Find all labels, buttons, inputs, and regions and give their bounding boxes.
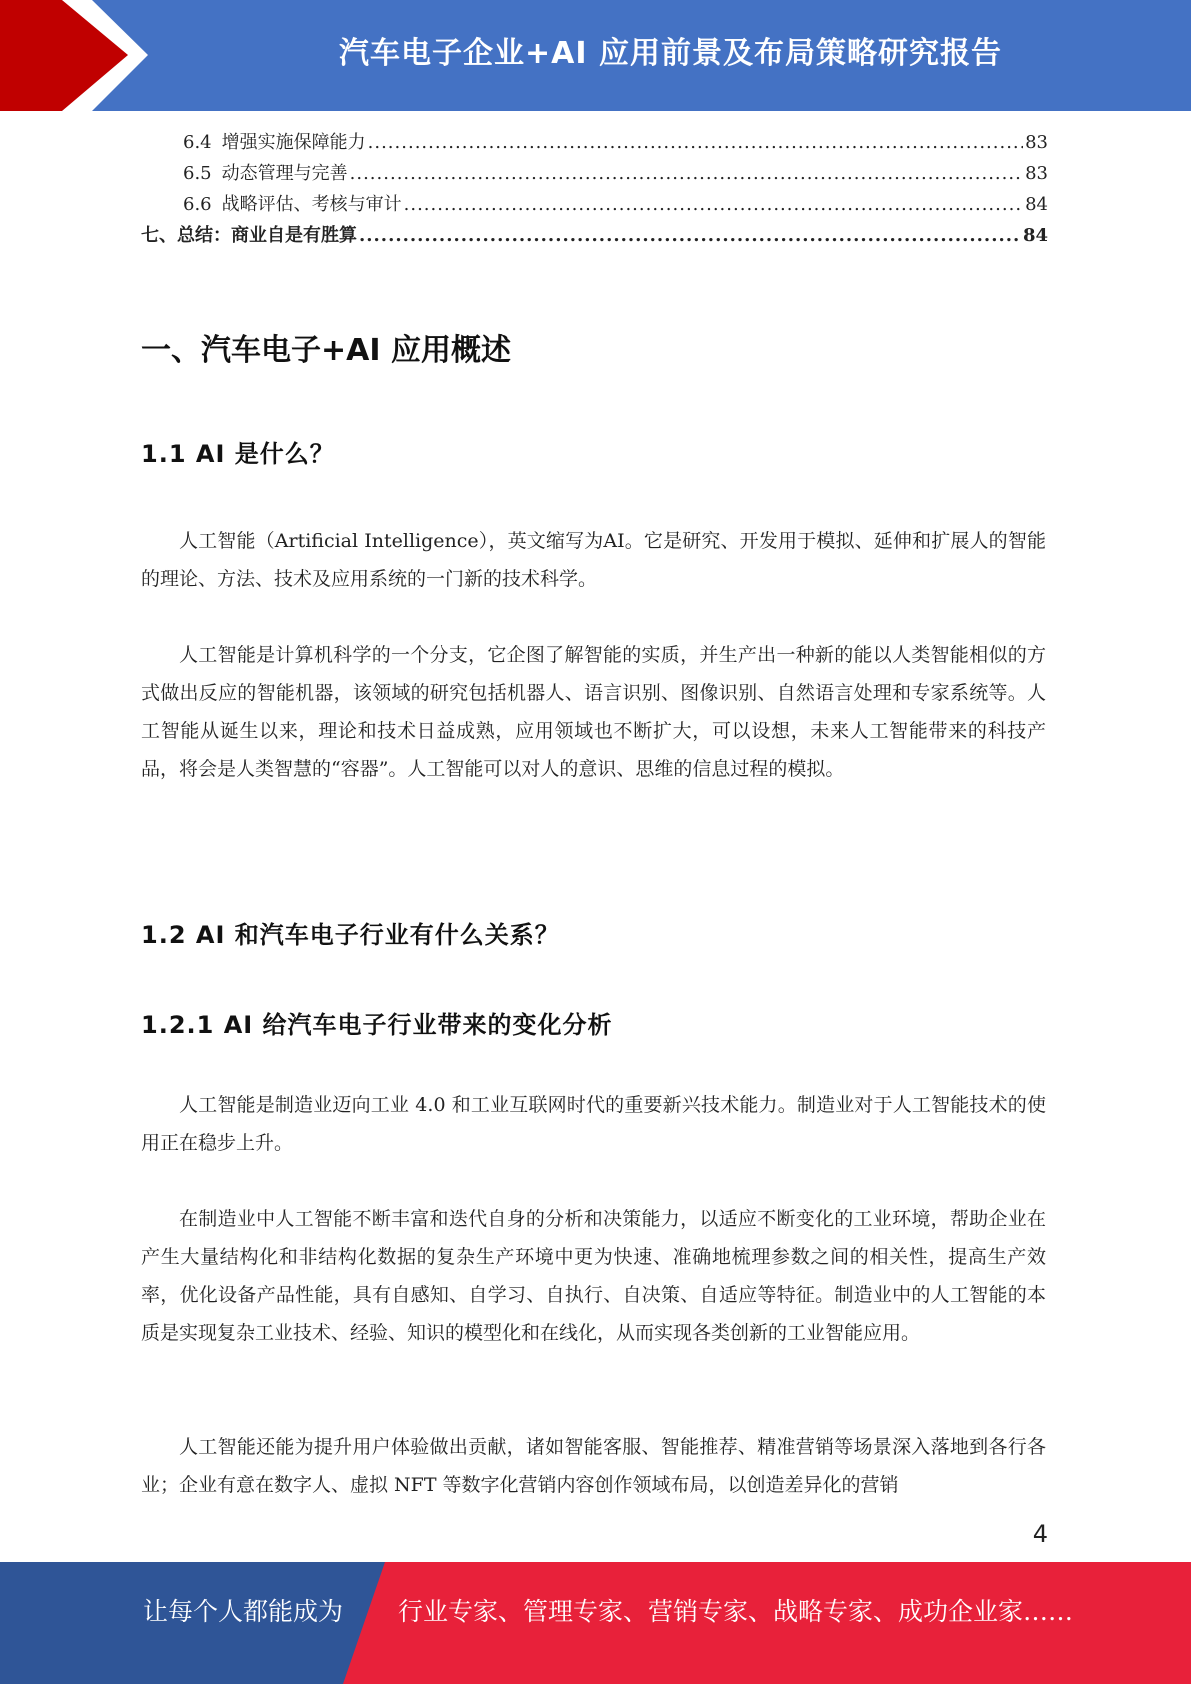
page-number: 4 [1032, 1520, 1048, 1548]
toc-entry[interactable] [141, 159, 1048, 190]
section-heading-1-1: 1.1 AI 是什么？ [141, 440, 335, 468]
chapter-heading: 一、汽车电子+AI 应用概述 [141, 333, 511, 368]
toc-entry-page: 83 [1025, 163, 1048, 184]
footer-banner [0, 1562, 1191, 1684]
paragraph-ai-definition: 人工智能（Artificial Intelligence），英文缩写为AI。它是研究、开发用于模拟、延伸和扩展人的智能的理论、方法、技术及应用系统的一门新的技术科学。 [141, 530, 1046, 590]
red-arrow-shape [0, 0, 148, 111]
toc-entry-number: 6.4 [183, 132, 212, 153]
paragraph-ai-capabilities: 在制造业中人工智能不断丰富和迭代自身的分析和决策能力，以适应不断变化的工业环境，帮助企业在产生大量结构化和非结构化数据的复杂生产环境中更为快速、准确地梳理参数之间的相关性，提高生产效率，优化设备产品性能，具有自感知、自学习、自执行、自决策、自适应等特征。制造业中的人工智能的本质是实现复杂工业技术、经验、知识的模型化和在线化，从而实现各类创新的工业智能应用。 [141, 1208, 1046, 1344]
table-of-contents [141, 128, 1048, 252]
toc-entry-title: 增强实施保障能力 [221, 132, 366, 153]
header-bar [0, 0, 1191, 111]
section-heading-1-2-1: 1.2.1 AI 给汽车电子行业带来的变化分析 [141, 1011, 613, 1039]
toc-entry-number: 6.6 [183, 194, 212, 215]
toc-entry-page: 84 [1025, 194, 1048, 215]
paragraph-manufacturing-ai: 人工智能是制造业迈向工业 4.0 和工业互联网时代的重要新兴技术能力。制造业对于人工智能技术的使用正在稳步上升。 [141, 1094, 1046, 1154]
toc-entry-chapter[interactable] [141, 221, 1048, 252]
paragraph-ai-branch: 人工智能是计算机科学的一个分支，它企图了解智能的实质，并生产出一种新的能以人类智能相似的方式做出反应的智能机器，该领域的研究包括机器人、语言识别、图像识别、自然语言处理和专家系统等。人工智能从诞生以来，理论和技术日益成熟，应用领域也不断扩大，可以设想，未来人工智能带来的科技产品，将会是人类智慧的“容器”。人工智能可以对人的意识、思维的信息过程的模拟。 [141, 644, 1046, 780]
toc-leader-dots [404, 194, 1023, 215]
toc-entry-title: 七、总结：商业自是有胜算 [141, 225, 357, 246]
toc-leader-dots [350, 163, 1023, 184]
toc-leader-dots [368, 132, 1023, 153]
toc-entry[interactable] [141, 128, 1048, 159]
toc-entry-title: 动态管理与完善 [221, 163, 348, 184]
header-title: 汽车电子企业+AI 应用前景及布局策略研究报告 [339, 36, 1002, 71]
paragraph-user-experience: 人工智能还能为提升用户体验做出贡献，诸如智能客服、智能推荐、精准营销等场景深入落地到各行各业；企业有意在数字人、虚拟 NFT 等数字化营销内容创作领域布局，以创造差异化的营销 [141, 1436, 1046, 1496]
toc-entry[interactable] [141, 190, 1048, 221]
footer-slogan-right: 行业专家、管理专家、营销专家、战略专家、成功企业家…… [398, 1597, 1074, 1626]
toc-entry-page: 83 [1025, 132, 1048, 153]
toc-leader-dots [359, 225, 1021, 246]
section-heading-1-2: 1.2 AI 和汽车电子行业有什么关系？ [141, 921, 560, 949]
toc-entry-number: 6.5 [183, 163, 212, 184]
footer-slogan-left: 让每个人都能成为 [143, 1597, 344, 1626]
toc-entry-title: 战略评估、考核与审计 [221, 194, 402, 215]
toc-entry-page: 84 [1022, 225, 1048, 246]
